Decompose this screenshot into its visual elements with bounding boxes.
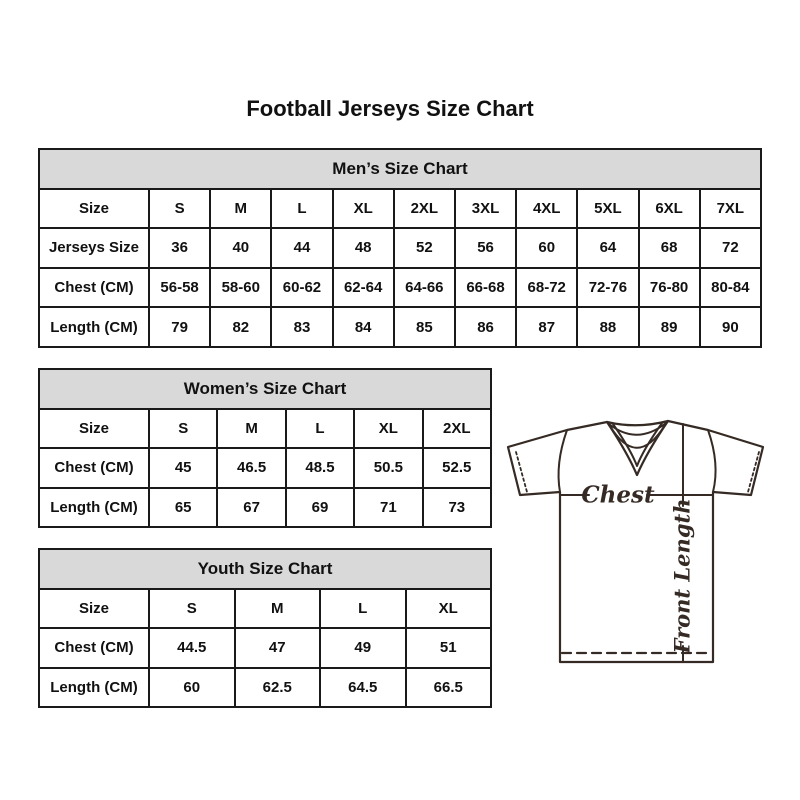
value-cell: 52 <box>394 228 455 268</box>
value-cell: 52.5 <box>423 448 491 488</box>
value-cell: 64.5 <box>320 668 406 708</box>
value-cell: 87 <box>516 307 577 347</box>
value-cell: 40 <box>210 228 271 268</box>
size-cell: XL <box>406 589 492 629</box>
size-cell: 3XL <box>455 189 516 229</box>
value-cell: 80-84 <box>700 268 761 308</box>
value-cell: 83 <box>271 307 332 347</box>
row-label-cell: Size <box>39 409 149 449</box>
value-cell: 68-72 <box>516 268 577 308</box>
page-title: Football Jerseys Size Chart <box>246 96 534 121</box>
front-length-label: Front Length <box>669 498 695 654</box>
size-cell: S <box>149 409 217 449</box>
row-label-cell: Chest (CM) <box>39 448 149 488</box>
value-cell: 76-80 <box>639 268 700 308</box>
jersey-measurement-diagram <box>500 408 775 670</box>
size-cell: 7XL <box>700 189 761 229</box>
table-title-row <box>39 549 491 589</box>
value-cell: 85 <box>394 307 455 347</box>
jersey-diagram-svg <box>500 408 775 670</box>
row-label-cell: Chest (CM) <box>39 268 149 308</box>
row-label-cell: Jerseys Size <box>39 228 149 268</box>
size-cell: S <box>149 189 210 229</box>
value-cell: 49 <box>320 628 406 668</box>
value-cell: 86 <box>455 307 516 347</box>
value-cell: 71 <box>354 488 422 528</box>
chest-label: Chest <box>581 481 655 509</box>
value-cell: 60-62 <box>271 268 332 308</box>
row-label-cell: Length (CM) <box>39 668 149 708</box>
table-row <box>39 268 761 308</box>
value-cell: 67 <box>217 488 285 528</box>
value-cell: 64 <box>577 228 638 268</box>
table-row <box>39 668 491 708</box>
value-cell: 60 <box>516 228 577 268</box>
table-title: Men’s Size Chart <box>39 149 761 189</box>
jersey-outline <box>508 421 763 662</box>
value-cell: 69 <box>286 488 354 528</box>
value-cell: 50.5 <box>354 448 422 488</box>
size-cell: 5XL <box>577 189 638 229</box>
table-title: Women’s Size Chart <box>39 369 491 409</box>
row-label-cell: Size <box>39 189 149 229</box>
right-sleeve-seam <box>708 430 716 492</box>
left-sleeve-seam <box>559 430 567 492</box>
size-cell: S <box>149 589 235 629</box>
value-cell: 79 <box>149 307 210 347</box>
size-cell: 2XL <box>394 189 455 229</box>
value-cell: 56 <box>455 228 516 268</box>
table-title-row <box>39 149 761 189</box>
table-row <box>39 488 491 528</box>
size-cell: XL <box>354 409 422 449</box>
value-cell: 84 <box>333 307 394 347</box>
value-cell: 88 <box>577 307 638 347</box>
value-cell: 89 <box>639 307 700 347</box>
value-cell: 36 <box>149 228 210 268</box>
size-cell: M <box>235 589 321 629</box>
value-cell: 90 <box>700 307 761 347</box>
value-cell: 65 <box>149 488 217 528</box>
size-cell: M <box>217 409 285 449</box>
size-cell: L <box>286 409 354 449</box>
size-cell: M <box>210 189 271 229</box>
value-cell: 62.5 <box>235 668 321 708</box>
value-cell: 44 <box>271 228 332 268</box>
value-cell: 72-76 <box>577 268 638 308</box>
value-cell: 82 <box>210 307 271 347</box>
value-cell: 68 <box>639 228 700 268</box>
table-row <box>39 307 761 347</box>
youth-size-chart-table <box>38 548 492 708</box>
value-cell: 72 <box>700 228 761 268</box>
table-title: Youth Size Chart <box>39 549 491 589</box>
value-cell: 64-66 <box>394 268 455 308</box>
row-label-cell: Length (CM) <box>39 307 149 347</box>
value-cell: 47 <box>235 628 321 668</box>
value-cell: 51 <box>406 628 492 668</box>
value-cell: 44.5 <box>149 628 235 668</box>
mens-size-chart-table <box>38 148 762 348</box>
table-row <box>39 448 491 488</box>
row-label-cell: Chest (CM) <box>39 628 149 668</box>
size-header-row <box>39 189 761 229</box>
value-cell: 48.5 <box>286 448 354 488</box>
size-cell: XL <box>333 189 394 229</box>
size-cell: 2XL <box>423 409 491 449</box>
value-cell: 66-68 <box>455 268 516 308</box>
table-title-row <box>39 369 491 409</box>
size-cell: 4XL <box>516 189 577 229</box>
value-cell: 60 <box>149 668 235 708</box>
table-row <box>39 228 761 268</box>
size-header-row <box>39 409 491 449</box>
value-cell: 56-58 <box>149 268 210 308</box>
size-cell: L <box>320 589 406 629</box>
row-label-cell: Length (CM) <box>39 488 149 528</box>
table-row <box>39 628 491 668</box>
value-cell: 66.5 <box>406 668 492 708</box>
row-label-cell: Size <box>39 589 149 629</box>
value-cell: 48 <box>333 228 394 268</box>
size-cell: L <box>271 189 332 229</box>
value-cell: 62-64 <box>333 268 394 308</box>
value-cell: 58-60 <box>210 268 271 308</box>
size-header-row <box>39 589 491 629</box>
value-cell: 73 <box>423 488 491 528</box>
size-cell: 6XL <box>639 189 700 229</box>
value-cell: 46.5 <box>217 448 285 488</box>
womens-size-chart-table <box>38 368 492 528</box>
value-cell: 45 <box>149 448 217 488</box>
